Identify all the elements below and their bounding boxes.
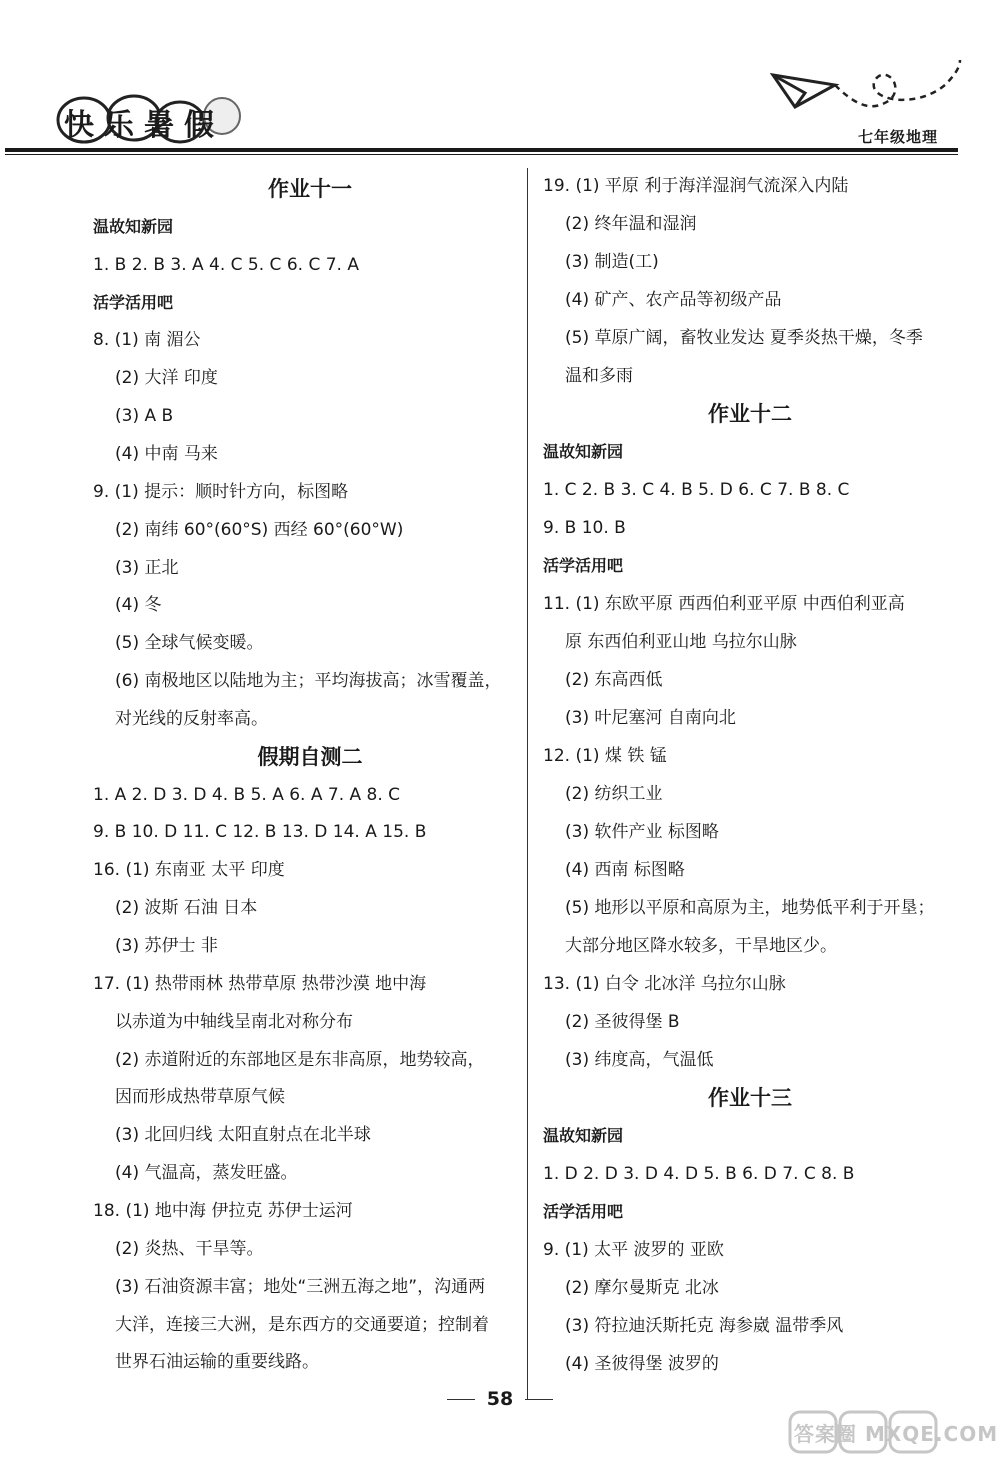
page-number-dash: [525, 1399, 553, 1400]
subsection-label: 活学活用吧: [93, 292, 174, 312]
answer-line: (2) 赤道附近的东部地区是东非高原，地势较高，: [115, 1049, 485, 1070]
answer-line: (4) 西南 标图略: [565, 860, 685, 880]
section-heading: 假期自测二: [257, 744, 363, 769]
section-heading: 作业十一: [268, 177, 352, 201]
answer-line: (2) 圣彼得堡 B: [565, 1012, 680, 1032]
answer-line: 因而形成热带草原气候: [115, 1087, 285, 1108]
answer-line: 13. (1) 白令 北冰洋 乌拉尔山脉: [543, 974, 786, 994]
answer-line: (2) 东高西低: [565, 670, 663, 690]
answer-line: (3) 叶尼塞河 自南向北: [565, 708, 736, 728]
answer-line: (3) 正北: [115, 557, 179, 578]
answer-line: (4) 中南 马来: [115, 443, 218, 464]
answer-line: (5) 地形以平原和高原为主，地势低平利于开垦；: [565, 898, 935, 918]
answer-line: (3) A B: [115, 406, 174, 427]
answer-line: 大洋，连接三大洲，是东西方的交通要道；控制着: [115, 1314, 489, 1335]
answer-line: (2) 终年温和湿润: [565, 214, 697, 234]
answer-line: 1. A 2. D 3. D 4. B 5. A 6. A 7. A 8. C: [93, 784, 401, 805]
answer-line: (3) 北回归线 太阳直射点在北半球: [115, 1125, 371, 1146]
answer-line: (5) 草原广阔，畜牧业发达 夏季炎热干燥，冬季: [565, 328, 923, 348]
answer-line: 18. (1) 地中海 伊拉克 苏伊士运河: [93, 1200, 353, 1221]
answer-line: (2) 大洋 印度: [115, 368, 218, 389]
paper-plane-icon: [765, 55, 965, 125]
answer-line: (2) 南纬 60°(60°S) 西经 60°(60°W): [115, 519, 404, 540]
section-heading: 作业十三: [708, 1086, 792, 1110]
answer-line: (2) 摩尔曼斯克 北冰: [565, 1278, 719, 1298]
answer-line: 12. (1) 煤 铁 锰: [543, 746, 667, 766]
answer-line: 9. B 10. D 11. C 12. B 13. D 14. A 15. B: [93, 822, 427, 843]
answer-line: 11. (1) 东欧平原 西西伯利亚平原 中西伯利亚高: [543, 594, 905, 614]
answer-line: 以赤道为中轴线呈南北对称分布: [115, 1011, 353, 1032]
answer-line: (3) 石油资源丰富；地处“三洲五海之地”，沟通两: [115, 1276, 486, 1297]
grade-subject-label: 七年级地理: [858, 128, 939, 146]
answer-line: 9. B 10. B: [543, 518, 626, 538]
answer-line: (2) 波斯 石油 日本: [115, 898, 258, 919]
answer-line: (3) 纬度高，气温低: [565, 1050, 714, 1070]
page-number-dash: [447, 1399, 475, 1400]
answer-line: (2) 纺织工业: [565, 784, 663, 804]
answer-line: (2) 炎热、干旱等。: [115, 1238, 264, 1259]
subsection-label: 活学活用吧: [543, 1202, 624, 1221]
header-rule-thin: [5, 154, 958, 155]
answer-line: (4) 矿产、农产品等初级产品: [565, 290, 782, 310]
answer-line: 世界石油运输的重要线路。: [115, 1352, 319, 1373]
subsection-label: 活学活用吧: [543, 556, 624, 575]
page-number-text: 58: [486, 1388, 514, 1410]
answer-line: (4) 冬: [115, 595, 162, 616]
section-heading: 作业十二: [708, 402, 792, 426]
page-number: [0, 1388, 1000, 1410]
column-divider: [527, 168, 528, 1400]
subsection-label: 温故知新园: [93, 216, 174, 236]
answer-line: 9. (1) 太平 波罗的 亚欧: [543, 1240, 724, 1260]
header-rule: [5, 148, 958, 152]
answer-line: (3) 苏伊士 非: [115, 936, 218, 956]
answer-line: (4) 气温高，蒸发旺盛。: [115, 1163, 298, 1184]
answer-line: (3) 制造(工): [565, 252, 659, 272]
answer-line: (5) 全球气候变暖。: [115, 633, 264, 654]
answer-line: (3) 软件产业 标图略: [565, 822, 719, 842]
answer-line: 大部分地区降水较多，干旱地区少。: [565, 936, 837, 956]
answer-line: 8. (1) 南 湄公: [93, 330, 201, 351]
watermark-text: 答案圈 MXQE.COM: [794, 1422, 999, 1446]
answer-line: 1. D 2. D 3. D 4. D 5. B 6. D 7. C 8. B: [543, 1164, 855, 1184]
answer-line: 19. (1) 平原 利于海洋湿润气流深入内陆: [543, 176, 849, 196]
watermark-logo: [788, 1410, 999, 1470]
answer-line: (3) 符拉迪沃斯托克 海参崴 温带季风: [565, 1316, 844, 1336]
logo-text: 快乐暑假: [64, 108, 224, 143]
answer-line: 9. (1) 提示：顺时针方向，标图略: [93, 481, 349, 502]
answer-line: 17. (1) 热带雨林 热带草原 热带沙漠 地中海: [93, 973, 427, 994]
answer-line: 原 东西伯利亚山地 乌拉尔山脉: [565, 632, 797, 652]
answer-line: 温和多雨: [565, 366, 633, 386]
answer-line: 1. C 2. B 3. C 4. B 5. D 6. C 7. B 8. C: [543, 480, 850, 500]
subsection-label: 温故知新园: [543, 442, 624, 461]
answer-line: 对光线的反射率高。: [115, 708, 268, 729]
answer-line: 16. (1) 东南亚 太平 印度: [93, 860, 285, 881]
answer-line: 1. B 2. B 3. A 4. C 5. C 6. C 7. A: [93, 254, 359, 275]
subsection-label: 温故知新园: [543, 1126, 624, 1145]
answer-line: (6) 南极地区以陆地为主；平均海拔高；冰雪覆盖，: [115, 671, 502, 692]
answer-line: (4) 圣彼得堡 波罗的: [565, 1354, 719, 1374]
series-logo: [52, 88, 242, 148]
